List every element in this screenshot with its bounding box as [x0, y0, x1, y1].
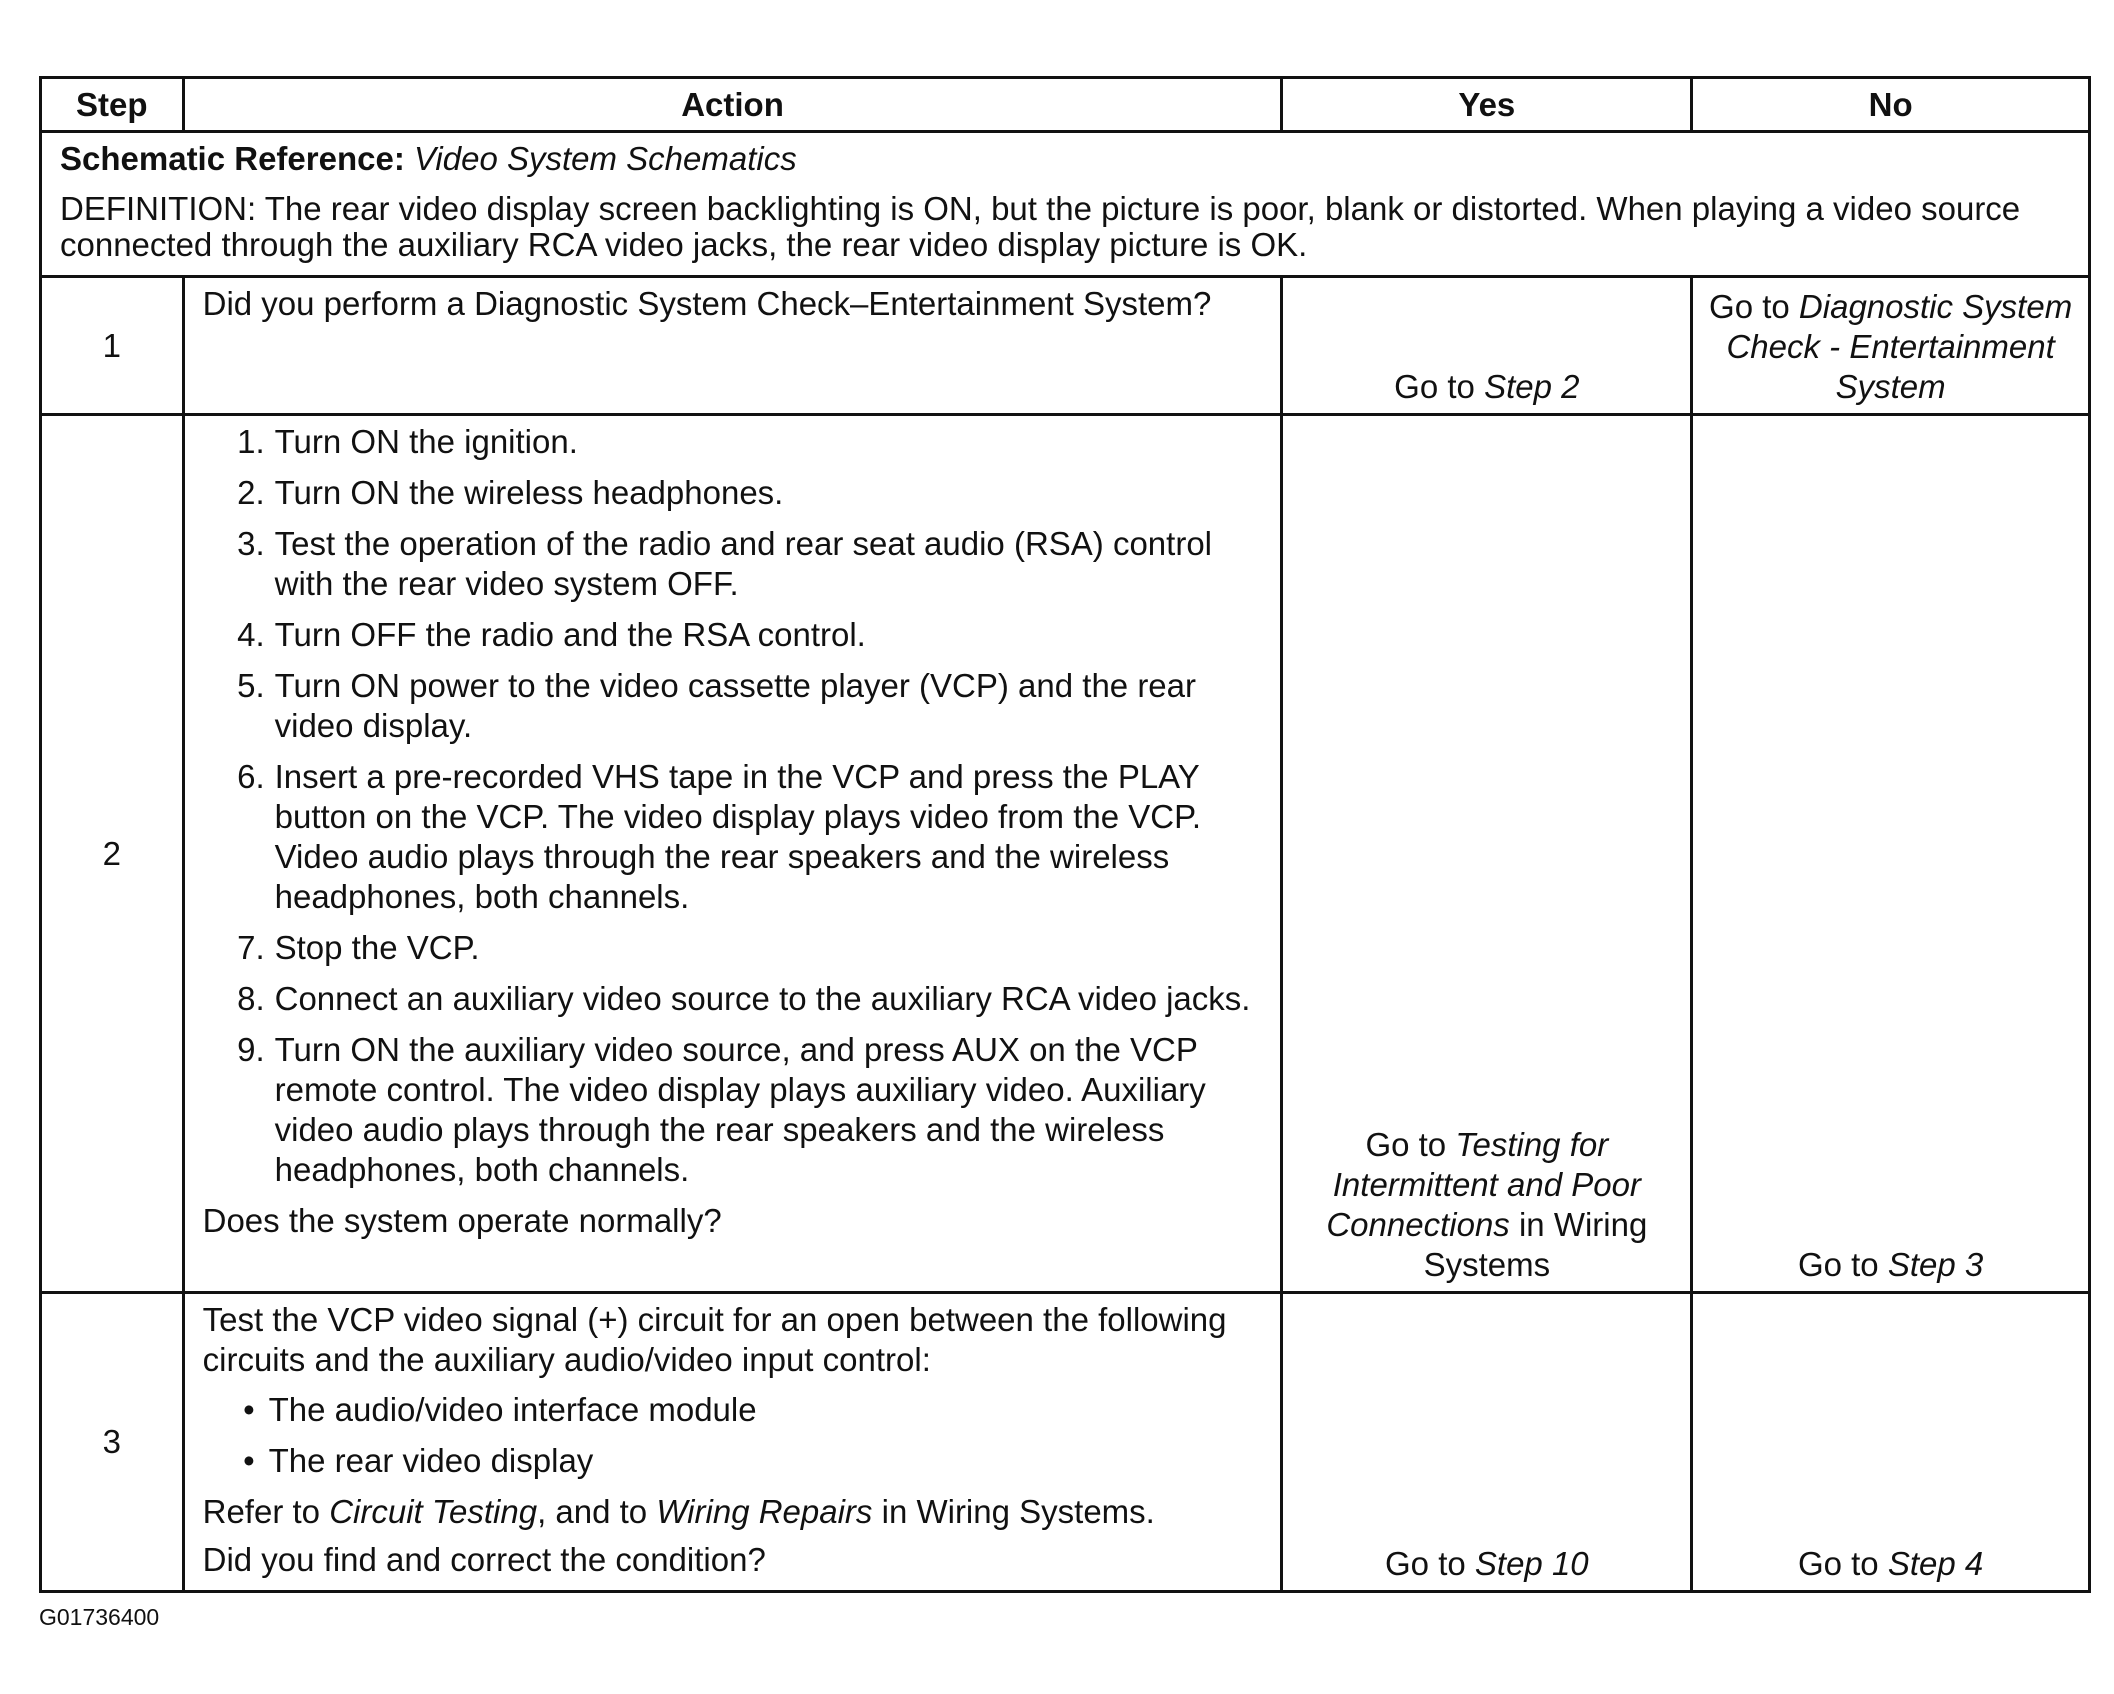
yes-cell [1282, 415, 1692, 1293]
list-item-number: 1. [237, 423, 265, 460]
list-item-number: 4. [237, 616, 265, 653]
list-item [203, 473, 1267, 513]
refer-mid: , and to [537, 1493, 648, 1530]
table-row [41, 277, 2090, 415]
diagnostic-table [39, 76, 2091, 1593]
reference-cell [41, 132, 2090, 277]
list-item-number: 9. [237, 1031, 265, 1068]
yes-suffix: in Wiring Systems [1423, 1206, 1648, 1283]
schematic-reference-label: Schematic Reference: [60, 140, 405, 177]
no-prefix: Go to [1797, 1545, 1879, 1582]
bullet-list [203, 1390, 1267, 1481]
list-item-text: Connect an auxiliary video source to the auxiliary RCA video jacks. [274, 980, 1251, 1017]
list-item-text: Test the operation of the radio and rear seat audio (RSA) control with the rear video system OFF. [274, 525, 1212, 602]
yes-prefix: Go to [1394, 368, 1475, 405]
list-item [203, 979, 1267, 1019]
list-item-number: 2. [237, 474, 265, 511]
refer-text [203, 1492, 1267, 1532]
no-prefix: Go to [1709, 288, 1790, 325]
bullet-item [203, 1390, 1267, 1430]
header-no: No [1692, 78, 2090, 132]
no-cell [1692, 1293, 2090, 1592]
step-number: 2 [41, 415, 184, 1293]
action-cell [183, 1293, 1282, 1592]
list-item [203, 524, 1267, 604]
list-item-text: Turn ON the auxiliary video source, and press AUX on the VCP remote control. The video display plays auxiliary video. Auxiliary video audio plays through the rear speakers and the wireless headphones, both channels. [274, 1031, 1206, 1188]
yes-link[interactable]: Testing for Intermittent and Poor Connections [1326, 1126, 1641, 1243]
action-cell [183, 277, 1282, 415]
no-cell [1692, 277, 2090, 415]
no-link[interactable]: Diagnostic System Check - Entertainment System [1726, 288, 2073, 405]
list-item-text: Turn ON power to the video cassette player (VCP) and the rear video display. [274, 667, 1196, 744]
action-cell [183, 415, 1282, 1293]
list-item [203, 615, 1267, 655]
header-row [41, 78, 2090, 132]
bullet-item [203, 1441, 1267, 1481]
list-item-number: 6. [237, 758, 265, 795]
yes-cell [1282, 277, 1692, 415]
table-row [41, 1293, 2090, 1592]
bullet-icon: • [243, 1391, 255, 1428]
question-text: Does the system operate normally? [202, 1202, 722, 1239]
list-item-text: Stop the VCP. [274, 929, 480, 966]
yes-link[interactable]: Step 10 [1474, 1545, 1589, 1582]
list-item [203, 666, 1267, 746]
refer-suffix: in Wiring Systems. [881, 1493, 1155, 1530]
list-item-text: Insert a pre-recorded VHS tape in the VCP and press the PLAY button on the VCP. The video display plays video from the VCP. Video audio plays through the rear speakers and the wireless headphones, both channels. [274, 758, 1202, 915]
header-action: Action [183, 78, 1282, 132]
circuit-testing-link[interactable]: Circuit Testing [329, 1493, 538, 1530]
document-id: G01736400 [39, 1604, 160, 1630]
no-link[interactable]: Step 3 [1887, 1246, 1984, 1283]
yes-prefix: Go to [1385, 1545, 1466, 1582]
list-item-number: 5. [237, 667, 265, 704]
step-number: 1 [41, 277, 184, 415]
no-prefix: Go to [1797, 1246, 1879, 1283]
list-item-text: Turn ON the ignition. [274, 423, 578, 460]
list-item-text: Turn ON the wireless headphones. [274, 474, 784, 511]
procedure-list [203, 422, 1267, 1190]
refer-prefix: Refer to [202, 1493, 321, 1530]
question-text: Did you find and correct the condition? [202, 1541, 766, 1578]
list-item-number: 3. [237, 525, 265, 562]
list-item [203, 422, 1267, 462]
list-item-number: 7. [237, 929, 265, 966]
schematic-reference [60, 141, 2072, 177]
header-yes: Yes [1282, 78, 1692, 132]
no-cell [1692, 415, 2090, 1293]
yes-link[interactable]: Step 2 [1484, 368, 1580, 405]
step-number: 3 [41, 1293, 184, 1592]
yes-prefix: Go to [1365, 1126, 1447, 1163]
definition-text: DEFINITION: The rear video display screen backlighting is ON, but the picture is poor, blank or distorted. When playing a video source connected through the auxiliary RCA video jacks, the rear video display picture is OK. [60, 190, 2021, 263]
list-item [203, 928, 1267, 968]
list-item-number: 8. [237, 980, 265, 1017]
intro-text: Test the VCP video signal (+) circuit for an open between the following circuits and the auxiliary audio/video input control: [202, 1301, 1227, 1378]
bullet-text: The rear video display [268, 1442, 594, 1479]
wiring-repairs-link[interactable]: Wiring Repairs [656, 1493, 873, 1530]
bullet-text: The audio/video interface module [268, 1391, 757, 1428]
table-row [41, 415, 2090, 1293]
reference-row [41, 132, 2090, 277]
list-item [203, 1030, 1267, 1190]
list-item-text: Turn OFF the radio and the RSA control. [274, 616, 866, 653]
header-step: Step [41, 78, 184, 132]
question-text: Did you perform a Diagnostic System Check–Entertainment System? [202, 285, 1212, 322]
yes-cell [1282, 1293, 1692, 1592]
schematic-reference-link[interactable]: Video System Schematics [414, 140, 797, 177]
list-item [203, 757, 1267, 917]
no-link[interactable]: Step 4 [1887, 1545, 1984, 1582]
bullet-icon: • [243, 1442, 255, 1479]
